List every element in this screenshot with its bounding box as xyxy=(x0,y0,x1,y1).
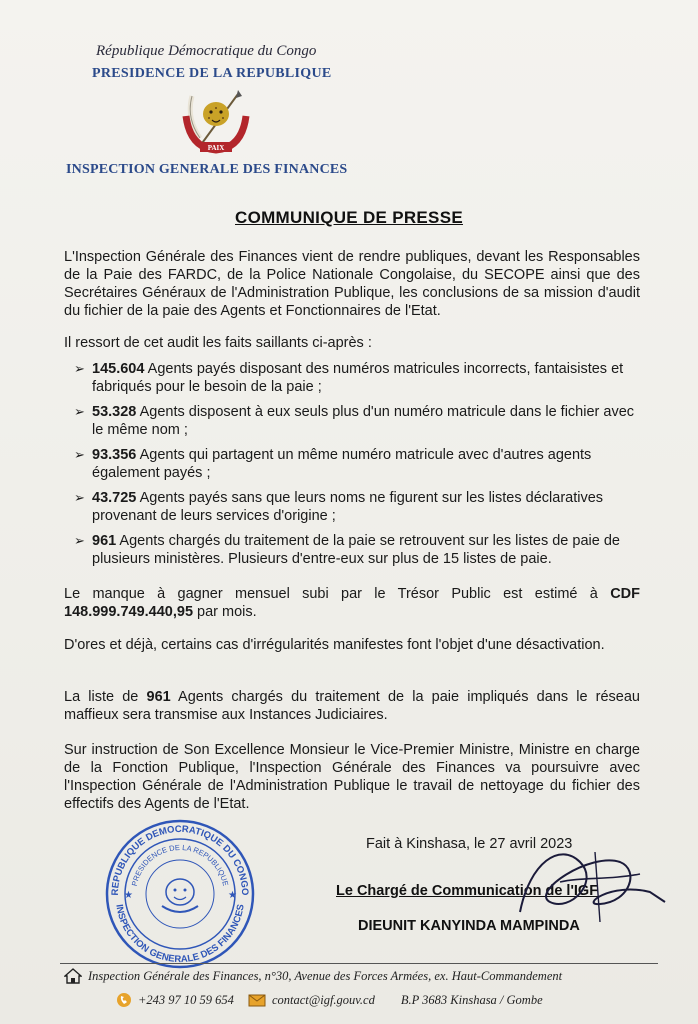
signatory-name: DIEUNIT KANYINDA MAMPINDA xyxy=(358,918,580,934)
list-item xyxy=(74,532,644,568)
bullet-arrow-icon: ➢ xyxy=(74,361,85,376)
bullet-arrow-icon: ➢ xyxy=(74,447,85,462)
svg-text:PRESIDENCE DE LA REPUBLIQUE: PRESIDENCE DE LA REPUBLIQUE xyxy=(129,842,231,887)
svg-text:★: ★ xyxy=(124,890,133,901)
deactivation-paragraph: D'ores et déjà, certains cas d'irrégularités manifestes font l'objet d'une désactivation. xyxy=(64,637,605,653)
svg-text:★: ★ xyxy=(228,890,237,901)
finding-text: Agents chargés du traitement de la paie se retrouvent sur les listes de paie de plusieurs ministères. Plusieurs d'entre-eux sur plus de 15 listes de paie. xyxy=(92,533,620,567)
finding-number: 43.725 xyxy=(92,490,137,506)
list-item xyxy=(74,360,644,396)
footer-email[interactable]: contact@igf.gouv.cd xyxy=(271,992,375,1007)
shortfall-amount: CDF 148.999.749.440,95 xyxy=(64,586,640,620)
instruction-paragraph: Sur instruction de Son Excellence Monsieur le Vice-Premier Ministre, Ministre en charge de la Fonction Publique, l'Inspection Générale des Finances va poursuivre avec l'Inspection Générale de l'Administration Publique le travail de nettoyage du fichier des effectifs des Agents de l'Etat. xyxy=(64,742,640,812)
judicial-paragraph: La liste de 961 Agents chargés du traitement de la paie impliqués dans le réseau maffieux sera transmise aux Instances Judiciaires. xyxy=(64,689,641,723)
lead-paragraph: Il ressort de cet audit les faits saillants ci-après : xyxy=(64,335,372,351)
finding-number: 961 xyxy=(92,533,117,549)
list-item xyxy=(74,489,644,525)
handwritten-signature xyxy=(500,832,670,932)
finding-text: Agents payés disposant des numéros matricules incorrects, fantaisistes et fabriqués pour le besoin de la paie ; xyxy=(92,361,624,395)
mail-icon xyxy=(248,994,266,1007)
footer-phone: +243 97 10 59 654 xyxy=(138,992,234,1007)
bullet-arrow-icon: ➢ xyxy=(74,533,85,548)
finding-text: Agents disposent à eux seuls plus d'un numéro matricule dans le fichier avec le même nom ; xyxy=(92,404,635,438)
footer-bp: B.P 3683 Kinshasa / Gombe xyxy=(400,992,543,1007)
list-item xyxy=(74,446,644,482)
list-item xyxy=(74,403,644,439)
findings-list xyxy=(74,360,644,575)
intro-paragraph: L'Inspection Générale des Finances vient de rendre publiques, devant les Responsables de la Paie des FARDC, de la Police Nationale Congolaise, du SECOPE ainsi que des Secrétaires Généraux de l'Administration Publique, les conclusions de sa mission d'audit du fichier de la paie des Agents et Fonctionnaires de l'Etat. xyxy=(64,249,640,319)
house-icon xyxy=(64,968,82,984)
bullet-arrow-icon: ➢ xyxy=(74,404,85,419)
header-country: République Démocratique du Congo xyxy=(96,43,317,59)
official-stamp xyxy=(104,818,256,970)
shortfall-paragraph: Le manque à gagner mensuel subi par le Trésor Public est estimé à CDF 148.999.749.440,95 par mois. xyxy=(64,586,640,620)
footer-address: Inspection Générale des Finances, n°30, Avenue des Forces Armées, ex. Haut-Commandement xyxy=(88,969,563,983)
finding-text: Agents qui partagent un même numéro matricule avec d'autres agents également payés ; xyxy=(92,447,592,481)
finding-number: 93.356 xyxy=(92,447,137,463)
agents-count: 961 xyxy=(146,689,171,705)
footer-divider xyxy=(60,963,658,964)
signatory-role: Le Chargé de Communication de l'IGF xyxy=(336,883,599,899)
page-title: COMMUNIQUE DE PRESSE xyxy=(235,208,463,227)
finding-number: 53.328 xyxy=(92,404,137,420)
header-presidency: PRESIDENCE DE LA REPUBLIQUE xyxy=(92,66,332,81)
finding-number: 145.604 xyxy=(92,361,145,377)
signature-date: Fait à Kinshasa, le 27 avril 2023 xyxy=(366,836,573,852)
coat-of-arms-emblem-icon xyxy=(178,88,254,160)
phone-icon xyxy=(116,992,132,1008)
bullet-arrow-icon: ➢ xyxy=(74,490,85,505)
svg-text:INSPECTION GENERALE DES FINANC: INSPECTION GENERALE DES FINANCES xyxy=(113,903,247,966)
finding-text: Agents payés sans que leurs noms ne figurent sur les listes déclaratives provenant de leurs services d'origine ; xyxy=(92,490,604,524)
footer-contacts xyxy=(116,992,543,1008)
header-institution: INSPECTION GENERALE DES FINANCES xyxy=(66,162,348,177)
svg-text:REPUBLIQUE DEMOCRATIQUE DU CON: REPUBLIQUE DEMOCRATIQUE DU CONGO xyxy=(109,823,251,896)
emblem-motto: PAIX xyxy=(207,144,225,152)
